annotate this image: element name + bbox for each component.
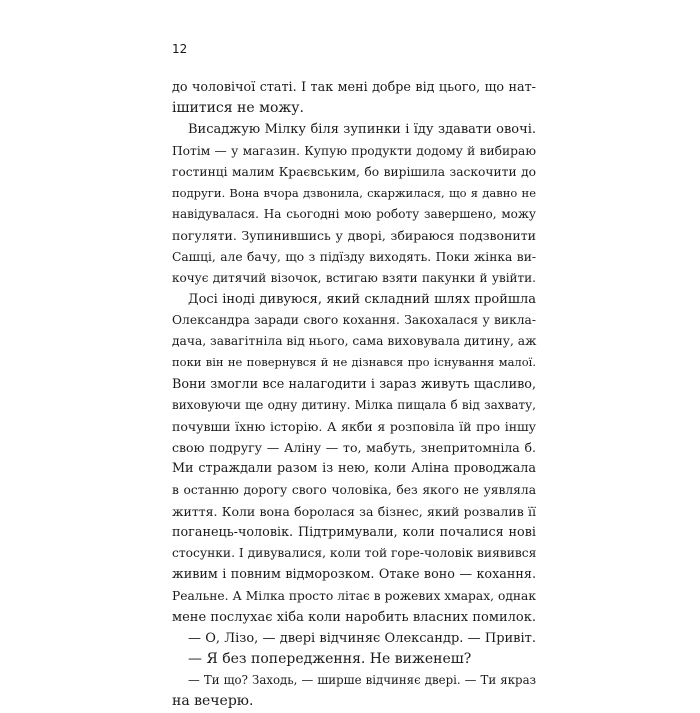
text-line: до чоловічої статі. І так мені добре від цього, що нат-	[172, 80, 536, 95]
text-line: подруги. Вона вчора дзвонила, скаржилася, що я давно не	[172, 185, 536, 200]
text-line: Потім — у магазин. Купую продукти додому й вибираю	[172, 143, 536, 158]
text-line: дача, завагітніла від нього, сама виховувала дитину, аж	[172, 334, 537, 349]
text-line: — Ти що? Заходь, — ширше відчиняє двері. — Ти якраз	[188, 673, 536, 688]
text-line: виховуючи ще одну дитину. Мілка пищала б від захвату,	[172, 397, 536, 412]
text-line: — Я без попередження. Не виженеш?	[188, 651, 472, 668]
text-line: живим і повним відморозком. Отаке воно — кохання.	[172, 567, 536, 583]
text-line: гостинці малим Краєвським, бо вирішила заскочити до	[172, 164, 536, 179]
body-text	[172, 77, 536, 713]
text-line: — О, Лізо, — двері відчиняє Олександр. — Привіт.	[188, 630, 536, 646]
text-line: в останню дорогу свого чоловіка, без якого не уявляла	[172, 482, 536, 497]
text-line: поки він не повернувся й не дізнався про існування малої.	[172, 355, 536, 370]
text-line: на вечерю.	[172, 693, 254, 710]
text-line: кочує дитячий візочок, встигаю взяти пакунки й увійти.	[172, 270, 536, 285]
page-number: 12	[172, 42, 188, 56]
text-line: Реальне. А Мілка просто літає в рожевих хмарах, однак	[172, 588, 536, 603]
text-line: Олександра заради свого кохання. Закохалася у викла-	[172, 313, 536, 328]
text-line: ішитися не можу.	[172, 100, 304, 117]
text-line: почувши їхню історію. А якби я розповіла їй про іншу	[172, 419, 536, 434]
text-line: Ми страждали разом із нею, коли Аліна проводжала	[172, 461, 536, 477]
text-line: стосунки. І дивувалися, коли той горе-чоловік виявився	[172, 546, 537, 561]
text-line: погуляти. Зупинившись у дворі, збираюся подзвонити	[172, 228, 536, 244]
text-line: Висаджую Мілку біля зупинки і їду здавати овочі.	[188, 122, 536, 138]
text-line: мене послухає хіба коли наробить власних помилок.	[172, 609, 536, 625]
text-line: Досі іноді дивуюся, який складний шлях пройшла	[188, 291, 536, 307]
text-line: навідувалася. На сьогодні мою роботу завершено, можу	[172, 207, 536, 222]
text-line: життя. Коли вона боролася за бізнес, який розвалив її	[172, 503, 536, 519]
text-line: поганець-чоловік. Підтримували, коли почалися нові	[172, 524, 536, 540]
text-line: Сашці, але бачу, що з підїзду виходять. Поки жінка ви-	[172, 249, 536, 264]
text-line: свою подругу — Аліну — то, мабуть, знепритомніла б.	[172, 440, 536, 456]
text-line: Вони змогли все налагодити і зараз живуть щасливо,	[172, 376, 536, 392]
